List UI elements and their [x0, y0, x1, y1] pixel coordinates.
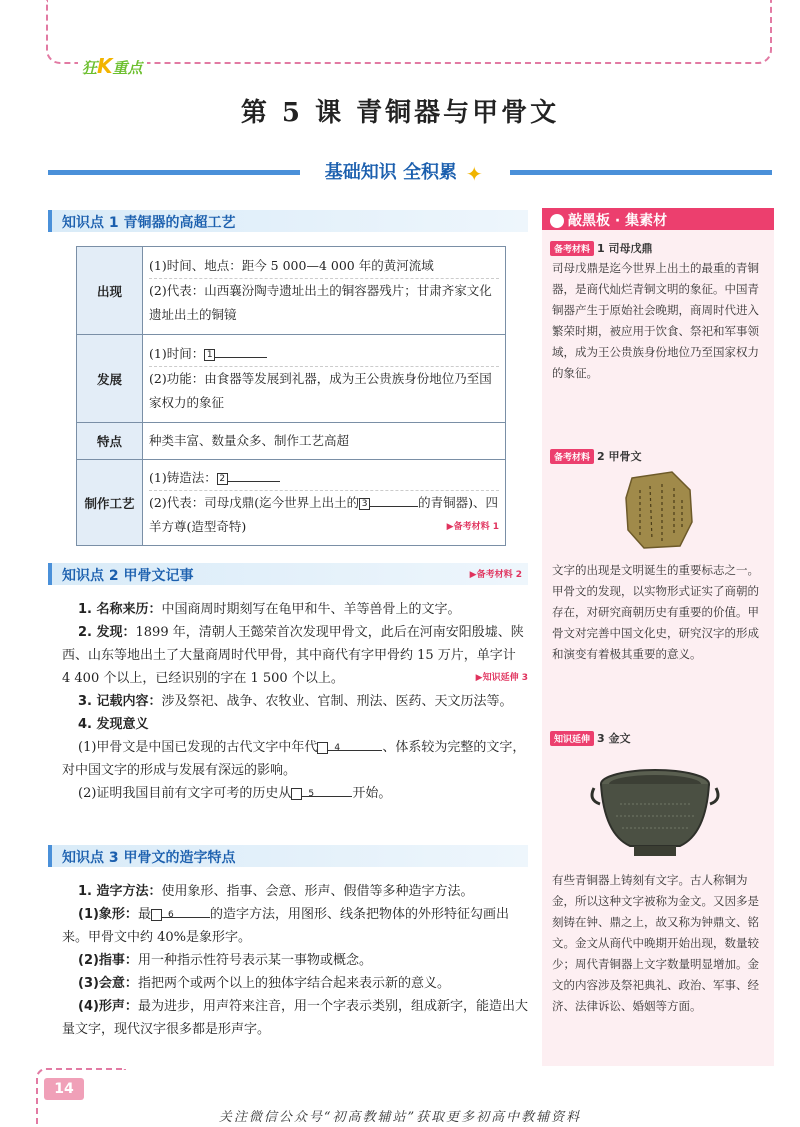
kp3-header: 知识点 3 甲骨文的造字特点 [48, 845, 528, 867]
blank-number: 5 [291, 788, 302, 800]
table-cell-line: (2)功能：由食器等发展到礼器，成为王公贵族身份地位乃至国家权力的象征 [149, 371, 492, 410]
kp2-header: 知识点 2 甲骨文记事 ▶备考材料 2 [48, 563, 528, 585]
material-1-text: 司母戊鼎是迄今世界上出土的最重的青铜器，是商代灿烂青铜文明的象征。中国青铜器产生于原始社会晚期，商周时代进入繁荣时期，被应用于饮食、祭祀和军事领域，成为王公贵族身份地位乃至国家权力的象征。 [552, 261, 759, 380]
fill-blank[interactable] [228, 468, 280, 482]
table-cell-line: 种类丰富、数量众多、制作工艺高超 [143, 423, 506, 460]
kp1-header: 知识点 1 青铜器的高超工艺 [48, 210, 528, 232]
sidebar-panel [542, 208, 774, 1066]
ref-tag[interactable]: ▶知识延伸 3 [475, 673, 528, 683]
table-cell-line: (2)代表：山西襄汾陶寺遗址出土的铜容器残片；甘肃齐家文化遗址出土的铜镜 [149, 283, 492, 322]
row-head: 制作工艺 [77, 460, 143, 546]
page-number: 14 [44, 1078, 84, 1100]
footer-note: 关注微信公众号“初高教辅站”获取更多初高中教辅资料 [218, 1110, 582, 1125]
sidebar-title: 敲黑板 · 集素材 [542, 208, 774, 230]
row-head: 特点 [77, 423, 143, 460]
kp2-body: 1. 名称来历：中国商周时期刻写在龟甲和牛、羊等兽骨上的文字。 2. 发现：1899 年，清朝人王懿荣首次发现甲骨文，此后在河南安阳殷墟、陕西、山东等地出土了大量商周时代甲骨，其中商代有字甲骨约 15 万片，单字计 4 400 个以上，已经识别的字在 1 500 个以上。 ▶知识延伸 3 3. 记载内容：涉及祭祀、战争、农牧业、官制、刑法、医药、天文历法等。 4. 发现意义 (1)甲骨文是中国已发现的古代文字中年代 4 、体系较为完整的文字，对中国文字的形成与发展有深远的影响。 (2)证明我国目前有文字可考的历史从 5 开始。 [62, 602, 528, 801]
material-2-text: 文字的出现是文明诞生的重要标志之一。甲骨文的发现，以实物形式证实了商朝的存在，对研究商朝历史有重要的价值。甲骨文对完善中国文化史，研究汉字的形成和演变有着极其重要的意义。 [552, 563, 759, 661]
bronze-vessel-image [590, 764, 720, 860]
material-3-label: 知识延伸 3 金文 [550, 730, 631, 746]
table-row: 发展 (1)时间： 1 (2)功能：由食器等发展到礼器，成为王公贵族身份地位乃至国家权力的象征 [77, 335, 506, 423]
fill-blank[interactable] [328, 737, 382, 751]
runner-icon: ✦ [465, 162, 483, 186]
fill-blank[interactable] [162, 904, 210, 918]
material-3-text: 有些青铜器上铸刻有文字。古人称铜为金，所以这种文字被称为金文。又因多是刻铸在钟、鼎之上，故又称为钟鼎文、铭文。金文从商代中晚期开始出现，数量较少；周代青铜器上文字数量明显增加。金文的内容涉及祭祀典礼、政治、军事、经济、法律诉讼、婚姻等方面。 [552, 873, 759, 1013]
chalkboard-icon [550, 214, 564, 228]
material-1-label: 备考材料 1 司母戊鼎 [550, 240, 653, 256]
fill-blank[interactable] [370, 493, 418, 507]
kp3-body: 1. 造字方法：使用象形、指事、会意、形声、假借等多种造字方法。 (1)象形：最 6 的造字方法，用图形、线条把物体的外形特征勾画出来。甲骨文中约 40%是象形字。 (2)指事：用一种指示性符号表示某一事物或概念。 (3)会意：指把两个或两个以上的独体字结合起来表示新的意义。 (4)形声：最为进步，用声符来注音，用一个字表示类别，组成新字，能造出大量文字，现代汉字很多都是形声字。 [62, 884, 528, 1037]
brand-logo: 狂K重点 [78, 54, 147, 78]
table-row [77, 423, 506, 460]
blank-number: 1 [204, 349, 215, 361]
blank-number: 3 [359, 498, 370, 510]
ref-tag[interactable]: ▶备考材料 1 [446, 522, 499, 532]
fill-blank[interactable] [215, 344, 267, 358]
row-head: 出现 [77, 247, 143, 335]
section-title: 基础知识 全积累 ✦ [300, 154, 510, 184]
ref-tag[interactable]: ▶备考材料 2 [469, 570, 522, 580]
row-head: 发展 [77, 335, 143, 423]
blank-number: 2 [217, 473, 228, 485]
oracle-bone-image [622, 470, 696, 550]
lesson-title: 第 5 课 青铜器与甲骨文 [240, 98, 560, 128]
table-row: 制作工艺 (1)铸造法： 2 (2)代表：司母戊鼎(迄今世界上出土的 3 的青铜器)、四羊方尊(造型奇特) ▶备考材料 1 [77, 460, 506, 546]
table-cell-line: (1)时间、地点：距今 5 000—4 000 年的黄河流域 [149, 254, 499, 279]
top-dashed-frame [46, 0, 772, 64]
material-2-label: 备考材料 2 甲骨文 [550, 448, 642, 464]
blank-number: 6 [151, 909, 162, 921]
bronze-table [76, 246, 506, 546]
fill-blank[interactable] [302, 783, 352, 797]
table-row [77, 247, 506, 335]
blank-number: 4 [317, 742, 328, 754]
